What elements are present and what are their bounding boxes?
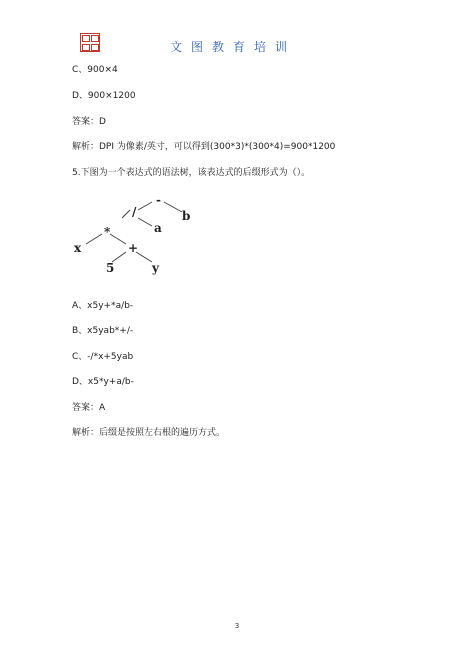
tree-node-minus: - (156, 196, 161, 207)
logo (80, 33, 100, 52)
answer: 答案：A (72, 403, 106, 413)
tree-node-plus: + (128, 241, 139, 255)
answer-prev: 答案：D (72, 117, 106, 127)
option-d: D、x5*y+a/b- (72, 377, 134, 387)
tree-node-a: a (154, 221, 162, 235)
tree-node-x: x (74, 241, 82, 255)
question-5: 5.下图为一个表达式的语法树，该表达式的后缀形式为（）。 (72, 168, 311, 178)
option-c-prev: C、900×4 (72, 65, 118, 75)
option-a: A、x5y+*a/b- (72, 301, 134, 311)
tree-node-divide: / (132, 205, 137, 219)
tree-node-multiply: * (104, 225, 111, 239)
option-d-prev: D、900×1200 (72, 91, 136, 101)
header-title: 文图教育培训 (170, 40, 297, 54)
tree-node-y: y (152, 261, 159, 275)
explanation-prev: 解析：DPI 为像素/英寸，可以得到(300*3)*(300*4)=900*1200 (72, 142, 336, 152)
page-number: 3 (234, 622, 240, 630)
option-b: B、x5yab*+/- (72, 326, 134, 336)
syntax-tree-diagram (72, 196, 232, 276)
tree-node-5: 5 (106, 261, 115, 275)
option-c: C、-/*x+5yab (72, 352, 134, 362)
tree-node-b: b (182, 209, 191, 223)
explanation: 解析：后缀是按照左右根的遍历方式。 (72, 428, 226, 438)
